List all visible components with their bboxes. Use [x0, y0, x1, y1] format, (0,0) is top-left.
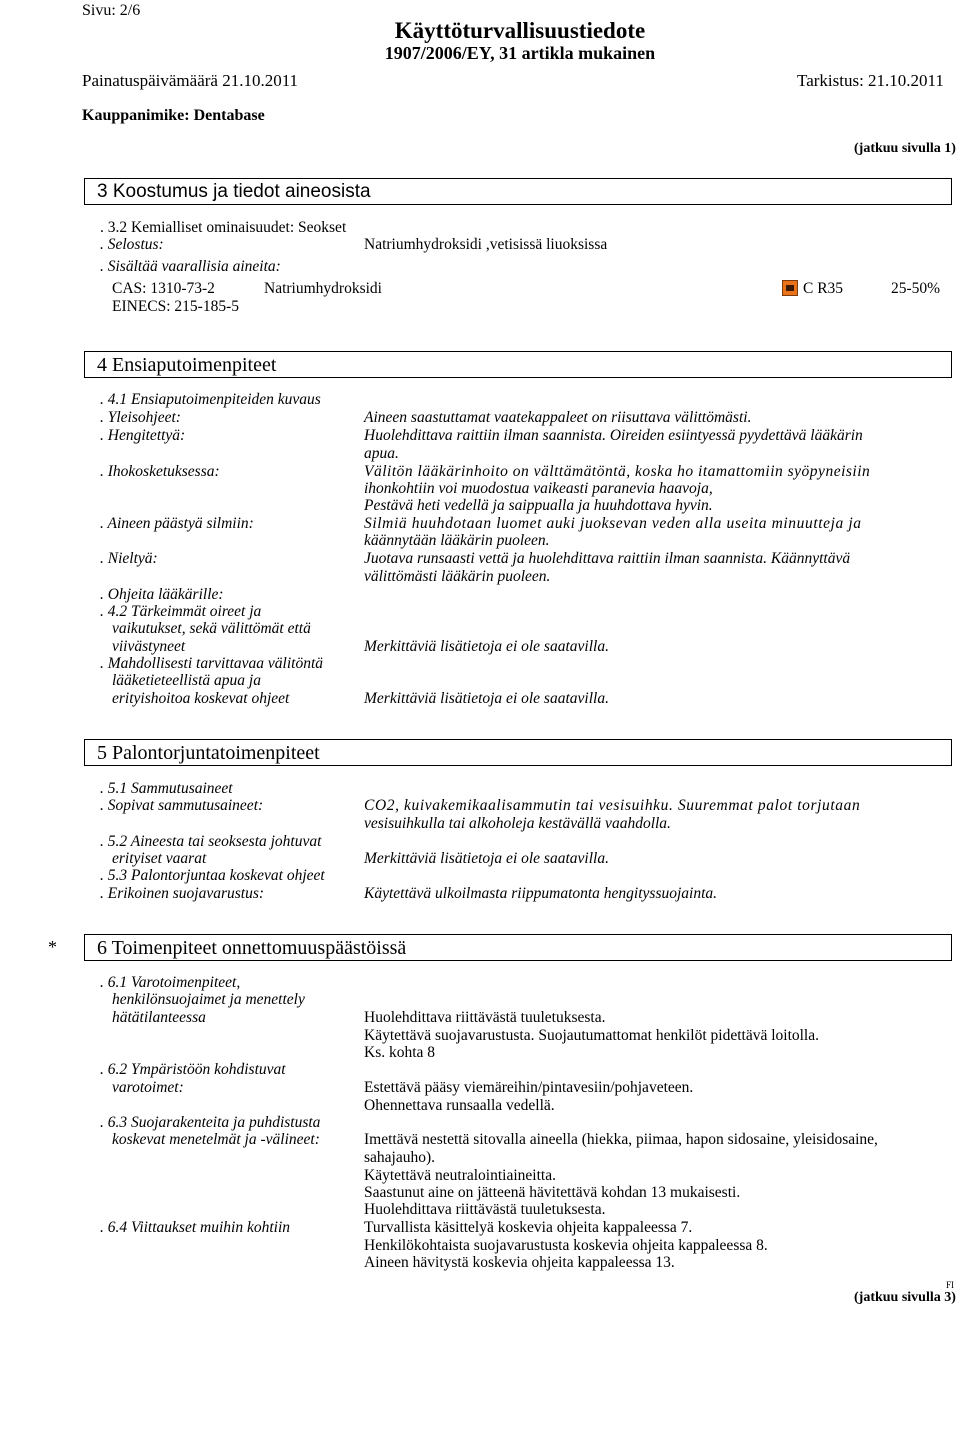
continued-from: (jatkuu sivulla 1)	[854, 141, 956, 156]
subsection-4-3-cont: lääketieteellistä apua ja	[112, 672, 261, 689]
suitable-media-value-cont: vesisuihkulla tai alkoholeja kestävällä vaahdolla.	[364, 815, 671, 832]
subsection-4-2-cont: viivästyneet	[112, 638, 186, 655]
document-subtitle: 1907/2006/EY, 31 artikla mukainen	[384, 43, 656, 63]
subsection-4-3: . Mahdollisesti tarvittavaa välitöntä	[100, 655, 324, 672]
subsection-6-3: . 6.3 Suojarakenteita ja puhdistusta	[100, 1114, 321, 1131]
subsection-4-2-value: Merkittäviä lisätietoja ei ole saatavilla.	[364, 638, 609, 655]
skin-contact-value-cont: Pestävä heti vedellä ja saippualla ja huuhdottava hyvin.	[364, 497, 713, 514]
eye-contact-value-cont: käännytään lääkärin puoleen.	[364, 532, 550, 549]
protective-equipment-value: Käytettävä ulkoilmasta riippumatonta hengityssuojainta.	[364, 885, 718, 902]
subsection-6-4-value: Turvallista käsittelyä koskevia ohjeita kappaleessa 7.	[364, 1219, 693, 1236]
section-6-header	[84, 934, 952, 961]
subsection-6-4-value: Aineen hävitystä koskevia ohjeita kappaleessa 13.	[364, 1254, 675, 1271]
section-3-header	[84, 178, 952, 205]
subsection-4-2-cont: vaikutukset, sekä välittömät että	[112, 620, 311, 637]
skin-contact-label: . Ihokosketuksessa:	[100, 463, 220, 480]
protective-equipment-label: . Erikoinen suojavarustus:	[100, 885, 265, 902]
risk-phrase: C R35	[803, 280, 844, 297]
substance-name: Natriumhydroksidi	[264, 280, 382, 297]
subsection-5-2-value: Merkittäviä lisätietoja ei ole saatavilla.	[364, 850, 609, 867]
continued-on: (jatkuu sivulla 3)	[854, 1290, 956, 1305]
subsection-6-3-value: Käytettävä neutralointiaineitta.	[364, 1167, 556, 1184]
subsection-6-1-cont: hätätilanteessa	[112, 1009, 206, 1026]
subsection-6-1: . 6.1 Varotoimenpiteet,	[100, 974, 241, 991]
subsection-6-1-value: Käytettävä suojavarustusta. Suojautumattomat henkilöt pidettävä loitolla.	[364, 1027, 819, 1044]
subsection-4-3-value: Merkittäviä lisätietoja ei ole saatavilla.	[364, 690, 609, 707]
description-label: . Selostus:	[100, 236, 164, 253]
subsection-4-3-cont: erityishoitoa koskevat ohjeet	[112, 690, 290, 707]
swallowed-label: . Nieltyä:	[100, 550, 158, 567]
subsection-6-3-value: Saastunut aine on jätteenä hävitettävä kohdan 13 mukaisesti.	[364, 1184, 741, 1201]
corrosive-icon	[782, 280, 798, 298]
revision-marker: *	[48, 937, 57, 957]
subsection-6-3-value: Huolehdittava riittävästä tuuletuksesta.	[364, 1201, 606, 1218]
subsection-6-1-value: Huolehdittava riittävästä tuuletuksesta.	[364, 1009, 606, 1026]
subsection-6-4-value: Henkilökohtaista suojavarustusta koskevia ohjeita kappaleessa 8.	[364, 1237, 768, 1254]
section-4-header	[84, 351, 952, 378]
subsection-6-2-value: Estettävä pääsy viemäreihin/pintavesiin/pohjaveteen.	[364, 1079, 694, 1096]
language-code: FI	[946, 1280, 955, 1290]
subsection-4-1: . 4.1 Ensiaputoimenpiteiden kuvaus	[100, 391, 321, 408]
inhaled-value-cont: apua.	[364, 445, 399, 462]
subsection-4-2: . 4.2 Tärkeimmät oireet ja	[100, 603, 262, 620]
general-label: . Yleisohjeet:	[100, 409, 181, 426]
inhaled-label: . Hengitettyä:	[100, 427, 186, 444]
hazardous-substances-label: . Sisältää vaarallisia aineita:	[100, 258, 281, 275]
inhaled-value: Huolehdittava raittiin ilman saannista. Oireiden esiintyessä pyydettävä lääkärin	[364, 427, 863, 444]
subsection-5-3: . 5.3 Palontorjuntaa koskevat ohjeet	[100, 867, 325, 884]
suitable-media-value: CO2, kuivakemikaalisammutin tai vesisuihku. Suuremmat palot torjutaan	[364, 797, 861, 814]
subsection-6-2: . 6.2 Ympäristöön kohdistuvat	[100, 1061, 286, 1078]
subsection-6-1-value: Ks. kohta 8	[364, 1044, 436, 1061]
section-5-header	[84, 739, 952, 766]
subsection-6-2-value: Ohennettava runsaalla vedellä.	[364, 1097, 555, 1114]
description-value: Natriumhydroksidi ,vetisissä liuoksissa	[364, 236, 608, 253]
print-date: Painatuspäivämäärä 21.10.2011	[82, 71, 299, 90]
section-title: 5 Palontorjuntatoimenpiteet	[97, 742, 320, 764]
subsection-3-2: . 3.2 Kemialliset ominaisuudet: Seokset	[100, 219, 347, 236]
section-title: 3 Koostumus ja tiedot aineosista	[97, 181, 371, 202]
subsection-6-3-value: Imettävä nestettä sitovalla aineella (hiekka, piimaa, hapon sidosaine, yleisidosaine,	[364, 1131, 878, 1148]
trade-name: Kauppanimike: Dentabase	[82, 107, 265, 124]
skin-contact-value: Välitön lääkärinhoito on välttämätöntä, koska ho itamattomiin syöpyneisiin	[364, 463, 871, 480]
page-number: Sivu: 2/6	[82, 2, 141, 19]
subsection-6-1-cont: henkilönsuojaimet ja menettely	[112, 991, 305, 1008]
eye-contact-value: Silmiä huuhdotaan luomet auki juoksevan veden alla useita minuutteja ja	[364, 515, 862, 532]
einecs-number: EINECS: 215-185-5	[112, 298, 240, 315]
revision-date: Tarkistus: 21.10.2011	[797, 71, 944, 90]
concentration: 25-50%	[891, 280, 941, 297]
section-title: 6 Toimenpiteet onnettomuuspäästöissä	[97, 937, 407, 959]
subsection-6-2-cont: varotoimet:	[112, 1079, 184, 1096]
subsection-6-4: . 6.4 Viittaukset muihin kohtiin	[100, 1219, 290, 1236]
eye-contact-label: . Aineen päästyä silmiin:	[100, 515, 254, 532]
subsection-5-2: . 5.2 Aineesta tai seoksesta johtuvat	[100, 833, 322, 850]
skin-contact-value-cont: ihonkohtiin voi muodostua vaikeasti paranevia haavoja,	[364, 480, 713, 497]
document-title: Käyttöturvallisuustiedote	[394, 18, 646, 43]
subsection-6-3-cont: koskevat menetelmät ja -välineet:	[112, 1131, 320, 1148]
subsection-5-1: . 5.1 Sammutusaineet	[100, 780, 233, 797]
section-title: 4 Ensiaputoimenpiteet	[97, 354, 277, 376]
subsection-5-2-cont: erityiset vaarat	[112, 850, 207, 867]
swallowed-value: Juotava runsaasti vettä ja huolehdittava raittiin ilman saannista. Käännyttävä	[364, 550, 851, 567]
suitable-media-label: . Sopivat sammutusaineet:	[100, 797, 264, 814]
swallowed-value-cont: välittömästi lääkärin puoleen.	[364, 568, 551, 585]
subsection-6-3-value: sahajauho).	[364, 1149, 436, 1166]
cas-number: CAS: 1310-73-2	[112, 280, 215, 297]
general-value: Aineen saastuttamat vaatekappaleet on riisuttava välittömästi.	[364, 409, 752, 426]
doctor-notes-label: . Ohjeita lääkärille:	[100, 586, 224, 603]
